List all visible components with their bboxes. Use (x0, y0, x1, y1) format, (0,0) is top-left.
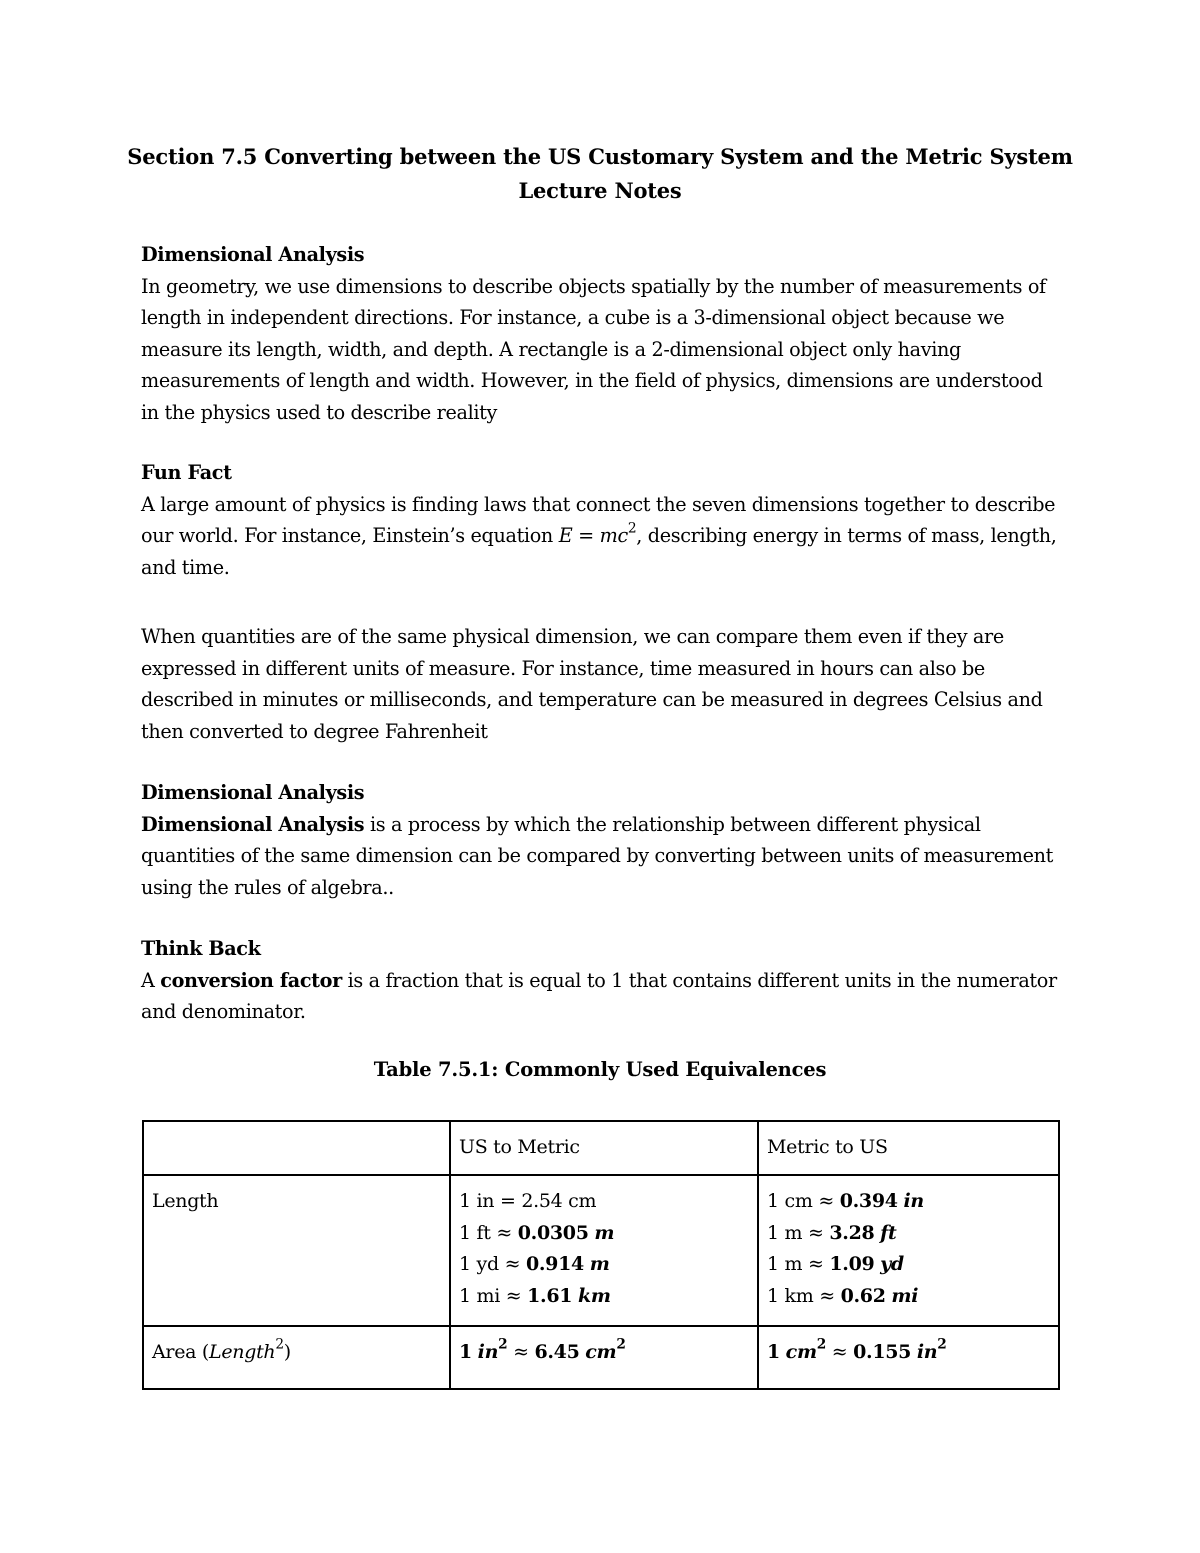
section-paragraph: In geometry, we use dimensions to describe objects spatially by the number of measurements of length in independent directions. For instance, a cube is a 3-dimensional object because we measure its length, width, and depth. A rectangle is a 2-dimensional object only having measurements of length and width. However, in the field of physics, dimensions are understood in the physics used to describe reality (141, 274, 1046, 424)
equivalence-value: 3.28 (829, 1221, 875, 1244)
equivalence-line (459, 1218, 749, 1250)
section-think-back (141, 933, 1061, 1028)
area-value-unit: in (916, 1341, 938, 1363)
label-exponent: 2 (275, 1336, 284, 1353)
table-row-length (143, 1175, 1059, 1326)
area-number: 1 (459, 1341, 472, 1363)
equivalence-lhs: 1 yd ≈ (459, 1253, 526, 1275)
row-label (143, 1326, 450, 1389)
defined-term: Dimensional Analysis (141, 812, 365, 836)
label-text: Area ( (152, 1341, 210, 1363)
area-unit: in (477, 1341, 499, 1363)
equivalence-value: 0.394 (839, 1190, 898, 1212)
document-subtitle: Lecture Notes (518, 178, 682, 203)
equivalence-line: 1 in = 2.54 cm (459, 1190, 597, 1212)
paragraph-text: A large amount of physics is finding laws that connect the seven dimensions together to describe our world. For instance, Einstein’s equation (141, 492, 1056, 547)
equivalence-line (459, 1249, 749, 1281)
paragraph-text: A (141, 968, 161, 992)
metric-to-us-cell (758, 1326, 1059, 1389)
area-value-unit: cm (585, 1341, 617, 1363)
table-row-area (143, 1326, 1059, 1389)
paragraph-text: is a process by which the relationship between different physical quantities of the same dimension can be compared by converting between units of measurement using the rules of algebra.. (141, 812, 1053, 899)
equivalence-lhs: 1 mi ≈ (459, 1284, 528, 1307)
equivalence-line (767, 1218, 1050, 1250)
section-paragraph (141, 489, 1061, 584)
approx-sign: ≈ (825, 1341, 854, 1363)
equivalence-unit: m (589, 1253, 610, 1275)
section-compare (141, 621, 1061, 747)
equivalence-unit: mi (891, 1284, 919, 1307)
section-dimensional-analysis-definition (141, 777, 1061, 903)
equivalence-value: 0.0305 (517, 1221, 589, 1244)
equivalence-value: 0.914 (525, 1253, 584, 1275)
section-paragraph: When quantities are of the same physical dimension, we can compare them even if they are expressed in different units of measure. For instance, time measured in hours can also be described in minutes or milliseconds, and temperature can be measured in degrees Celsius and then converted to degree Fahrenheit (141, 625, 1043, 743)
metric-to-us-cell (758, 1175, 1059, 1326)
equivalence-lhs: 1 km ≈ (767, 1284, 841, 1307)
approx-sign: ≈ (507, 1341, 535, 1363)
area-value: 6.45 (534, 1341, 580, 1363)
equivalence-value: 0.62 (840, 1284, 886, 1307)
equivalence-unit: m (594, 1221, 615, 1244)
table-header-cell (143, 1121, 450, 1175)
table-header-row (143, 1121, 1059, 1175)
section-heading: Dimensional Analysis (141, 243, 365, 266)
row-label: Length (143, 1175, 450, 1326)
equivalence-unit: in (903, 1190, 924, 1212)
section-heading: Dimensional Analysis (141, 781, 365, 804)
equivalence-line (767, 1249, 1050, 1281)
section-dimensional-analysis (141, 239, 1061, 428)
area-value-exponent: 2 (616, 1336, 626, 1353)
table-caption: Table 7.5.1: Commonly Used Equivalences (373, 1058, 827, 1081)
equation-e: E (558, 524, 573, 547)
equivalence-unit: ft (880, 1221, 897, 1244)
paragraph-text: , describing energy in terms of mass, length, and time. (141, 524, 1057, 579)
equivalence-lhs: 1 ft ≈ (459, 1221, 518, 1244)
area-unit: cm (785, 1341, 817, 1363)
area-exponent: 2 (816, 1336, 826, 1353)
defined-term: conversion factor (160, 968, 342, 992)
us-to-metric-cell (450, 1326, 758, 1389)
section-paragraph (141, 965, 1061, 1028)
equivalence-value: 1.09 (829, 1253, 875, 1275)
us-to-metric-cell (450, 1175, 758, 1326)
equivalence-lhs: 1 m ≈ (767, 1221, 830, 1244)
section-fun-fact (141, 457, 1061, 583)
section-heading: Fun Fact (141, 461, 232, 484)
equation-exponent: 2 (627, 520, 637, 537)
document-title: Section 7.5 Converting between the US Customary System and the Metric System (127, 144, 1073, 169)
equivalence-line (767, 1281, 1050, 1313)
equivalence-unit: km (577, 1284, 611, 1307)
table-header-cell: Metric to US (758, 1121, 1059, 1175)
equivalence-lhs: 1 m ≈ (767, 1253, 830, 1275)
area-exponent: 2 (498, 1336, 508, 1353)
table-header-cell: US to Metric (450, 1121, 758, 1175)
area-value-exponent: 2 (937, 1336, 947, 1353)
equation-equals: = (572, 524, 600, 547)
equivalence-lhs: 1 cm ≈ (767, 1190, 840, 1212)
equation-mc: mc (599, 524, 628, 547)
label-variable: Length (209, 1341, 276, 1363)
label-text: ) (283, 1341, 291, 1363)
equivalence-unit: yd (880, 1253, 904, 1275)
section-heading: Think Back (141, 937, 261, 960)
section-paragraph (141, 809, 1061, 904)
area-value: 0.155 (853, 1341, 912, 1363)
paragraph-text: is a fraction that is equal to 1 that contains different units in the numerator and denominator. (141, 968, 1057, 1023)
equivalence-value: 1.61 (527, 1284, 573, 1307)
equivalences-table (142, 1120, 1060, 1390)
area-number: 1 (767, 1341, 780, 1363)
equivalence-line (459, 1281, 749, 1313)
equivalence-line (767, 1186, 1050, 1218)
